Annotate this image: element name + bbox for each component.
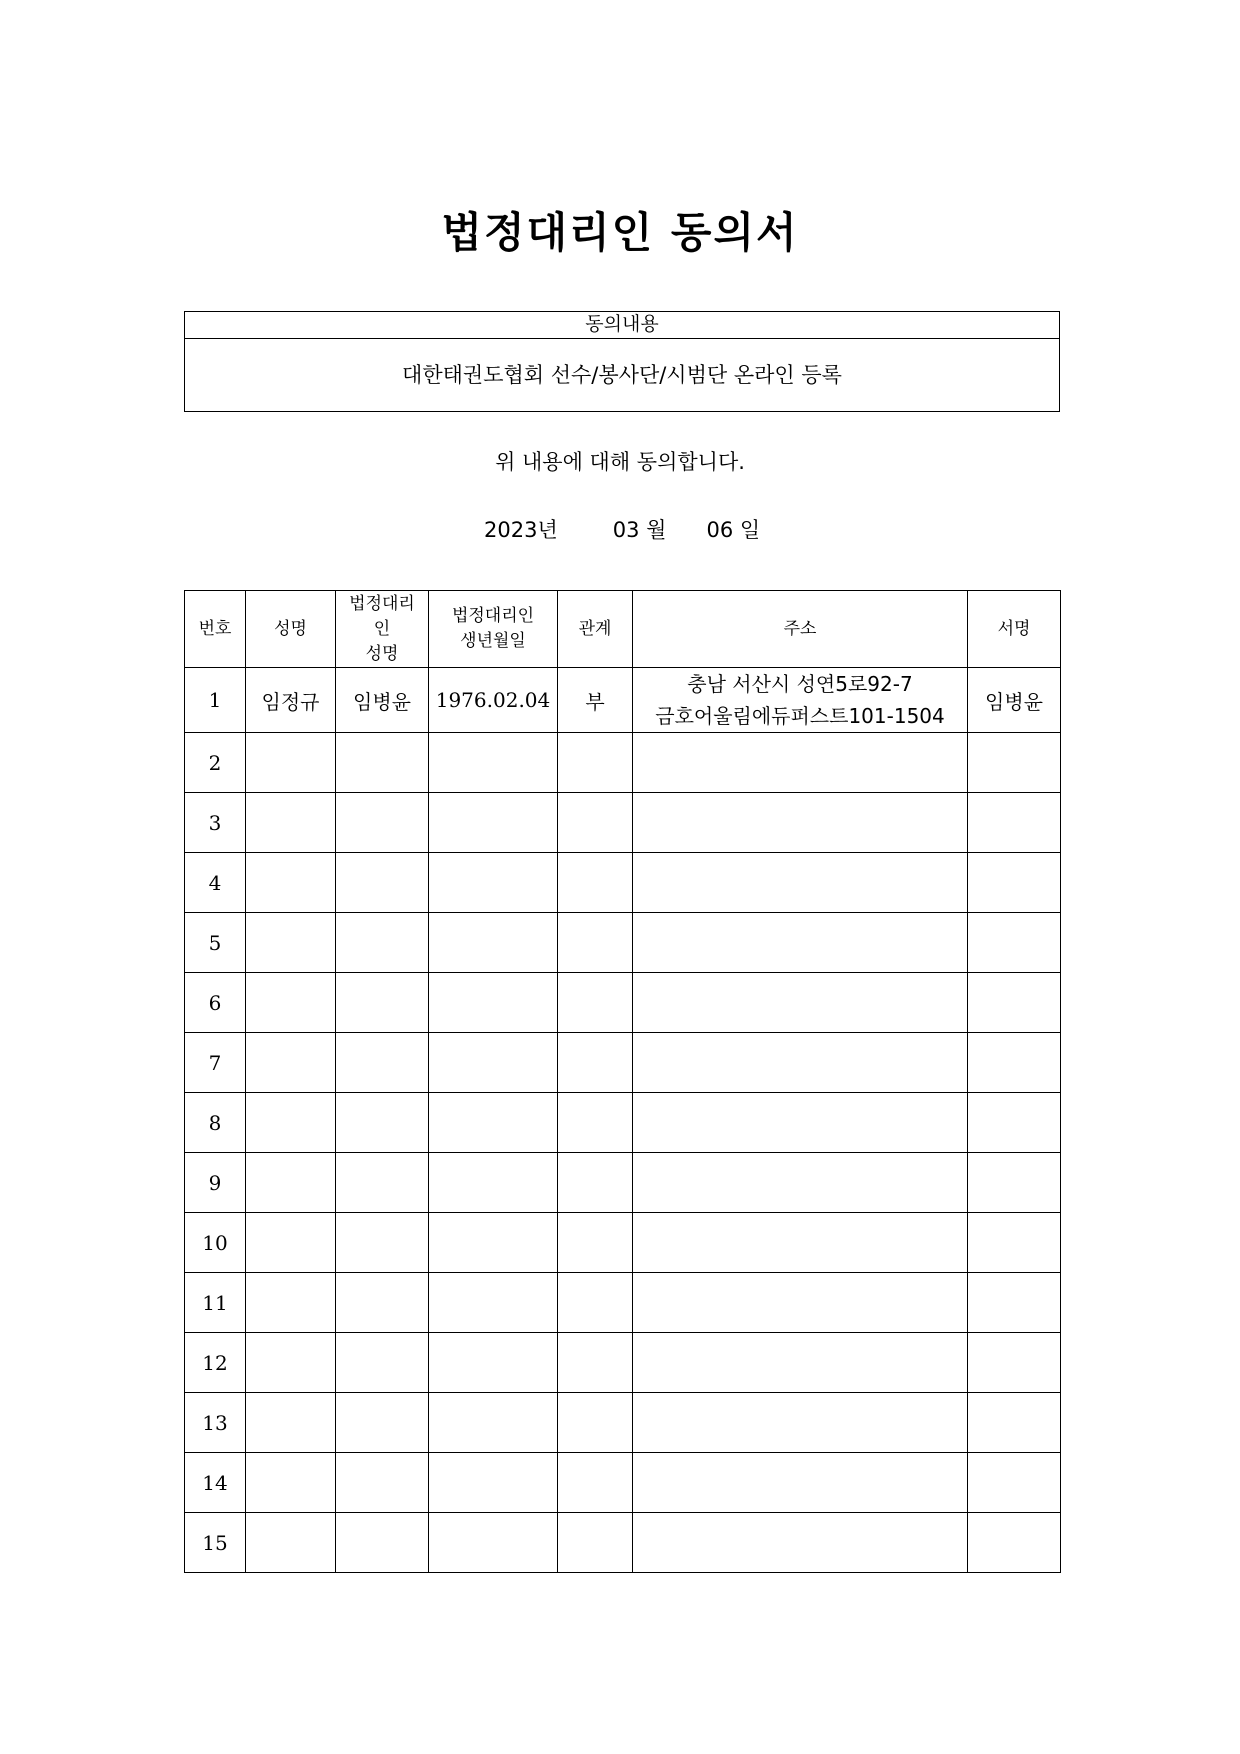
child-name-cell	[246, 1333, 336, 1393]
rep-name-cell	[336, 853, 429, 913]
header-rep-birth-line: 생년월일	[460, 631, 526, 651]
rep-birth-cell	[429, 1033, 558, 1093]
relation-cell	[558, 793, 633, 853]
address-cell	[633, 853, 968, 913]
signature-cell	[968, 1033, 1061, 1093]
date-month-label: 월	[646, 518, 667, 542]
child-name-cell	[246, 1093, 336, 1153]
guardian-table	[184, 590, 1061, 1573]
row-number-cell: 13	[185, 1393, 246, 1453]
table-row	[185, 668, 1061, 733]
table-row	[185, 973, 1061, 1033]
relation-cell	[558, 1033, 633, 1093]
rep-birth-cell	[429, 1093, 558, 1153]
header-rep-name-line: 성명	[365, 643, 399, 664]
child-name-cell	[246, 913, 336, 973]
address-cell	[633, 1033, 968, 1093]
signature-cell	[968, 1093, 1061, 1153]
header-rep-name-line: 법정대리	[349, 593, 415, 614]
relation-cell	[558, 1093, 633, 1153]
address-cell	[633, 1153, 968, 1213]
table-row	[185, 1273, 1061, 1333]
address-cell	[633, 1273, 968, 1333]
signature-cell: 임병윤	[968, 668, 1061, 733]
relation-cell: 부	[558, 668, 633, 733]
row-number-cell: 12	[185, 1333, 246, 1393]
child-name-cell	[246, 973, 336, 1033]
child-name-cell: 임정규	[246, 668, 336, 733]
child-name-cell	[246, 1453, 336, 1513]
signature-cell	[968, 733, 1061, 793]
table-row	[185, 733, 1061, 793]
rep-birth-cell	[429, 1273, 558, 1333]
address-cell	[633, 1513, 968, 1573]
signature-cell	[968, 973, 1061, 1033]
row-number-cell: 2	[185, 733, 246, 793]
child-name-cell	[246, 733, 336, 793]
date-day-label: 일	[739, 518, 761, 542]
row-number-cell: 9	[185, 1153, 246, 1213]
table-row	[185, 1033, 1061, 1093]
table-row	[185, 1093, 1061, 1153]
rep-birth-cell	[429, 733, 558, 793]
row-number-cell: 6	[185, 973, 246, 1033]
date-day: 06	[706, 518, 734, 542]
header-no: 번호	[185, 591, 246, 668]
rep-birth-cell	[429, 973, 558, 1033]
consent-content: 대한태권도협회 선수/봉사단/시범단 온라인 등록	[402, 363, 842, 387]
row-number-cell: 10	[185, 1213, 246, 1273]
signature-cell	[968, 1513, 1061, 1573]
relation-cell	[558, 733, 633, 793]
rep-birth-cell	[429, 1333, 558, 1393]
rep-name-cell	[336, 1153, 429, 1213]
child-name-cell	[246, 1213, 336, 1273]
rep-name-cell	[336, 1513, 429, 1573]
rep-name-cell	[336, 733, 429, 793]
row-number-cell: 14	[185, 1453, 246, 1513]
address-line: 충남 서산시 성연5로92-7	[687, 672, 913, 696]
table-row	[185, 1393, 1061, 1453]
rep-birth-cell	[429, 793, 558, 853]
table-header-row	[185, 591, 1061, 668]
rep-birth-cell	[429, 1513, 558, 1573]
table-row	[185, 1513, 1061, 1573]
consent-date	[484, 514, 760, 544]
signature-cell	[968, 1393, 1061, 1453]
child-name-cell	[246, 1513, 336, 1573]
table-row	[185, 1153, 1061, 1213]
row-number-cell: 3	[185, 793, 246, 853]
table-row	[185, 793, 1061, 853]
table-row	[185, 853, 1061, 913]
agreement-text: 위 내용에 대해 동의합니다.	[495, 450, 745, 474]
rep-name-cell	[336, 1093, 429, 1153]
address-cell	[633, 1333, 968, 1393]
address-cell	[633, 973, 968, 1033]
rep-name-cell	[336, 1333, 429, 1393]
rep-birth-cell	[429, 1153, 558, 1213]
table-row	[185, 1453, 1061, 1513]
relation-cell	[558, 973, 633, 1033]
relation-cell	[558, 1333, 633, 1393]
rep-name-cell	[336, 1213, 429, 1273]
signature-cell	[968, 913, 1061, 973]
rep-birth-cell	[429, 1213, 558, 1273]
relation-cell	[558, 1153, 633, 1213]
header-relation: 관계	[558, 591, 633, 668]
rep-birth-cell	[429, 1393, 558, 1453]
address-cell	[633, 1213, 968, 1273]
row-number-cell: 11	[185, 1273, 246, 1333]
date-month: 03	[612, 518, 640, 542]
row-number-cell: 7	[185, 1033, 246, 1093]
address-cell	[633, 913, 968, 973]
address-cell	[633, 793, 968, 853]
relation-cell	[558, 1393, 633, 1453]
row-number-cell: 8	[185, 1093, 246, 1153]
child-name-cell	[246, 793, 336, 853]
signature-cell	[968, 1273, 1061, 1333]
rep-name-cell	[336, 1273, 429, 1333]
row-number-cell: 15	[185, 1513, 246, 1573]
consent-header: 동의내용	[185, 312, 1059, 339]
table-row	[185, 913, 1061, 973]
row-number-cell: 4	[185, 853, 246, 913]
address-cell	[633, 1453, 968, 1513]
address-cell	[633, 1093, 968, 1153]
header-rep-name	[336, 591, 429, 668]
header-rep-name-line: 인	[373, 618, 391, 639]
rep-birth-cell: 1976.02.04	[429, 668, 558, 733]
child-name-cell	[246, 1153, 336, 1213]
address-cell	[633, 668, 968, 733]
header-name: 성명	[246, 591, 336, 668]
document-title: 법정대리인 동의서	[441, 208, 799, 257]
rep-birth-cell	[429, 853, 558, 913]
signature-cell	[968, 1213, 1061, 1273]
relation-cell	[558, 1213, 633, 1273]
address-cell	[633, 1393, 968, 1453]
relation-cell	[558, 853, 633, 913]
rep-birth-cell	[429, 913, 558, 973]
header-rep-birth-line: 법정대리인	[451, 606, 535, 626]
rep-name-cell	[336, 1393, 429, 1453]
address-cell	[633, 733, 968, 793]
table-row	[185, 1333, 1061, 1393]
relation-cell	[558, 913, 633, 973]
rep-name-cell: 임병윤	[336, 668, 429, 733]
date-year: 2023년	[484, 518, 558, 542]
row-number-cell: 5	[185, 913, 246, 973]
relation-cell	[558, 1453, 633, 1513]
signature-cell	[968, 1333, 1061, 1393]
rep-name-cell	[336, 793, 429, 853]
header-rep-birth	[429, 591, 558, 668]
rep-name-cell	[336, 1033, 429, 1093]
rep-birth-cell	[429, 1453, 558, 1513]
signature-cell	[968, 793, 1061, 853]
address-line: 금호어울림에듀퍼스트101-1504	[655, 704, 945, 728]
child-name-cell	[246, 853, 336, 913]
relation-cell	[558, 1273, 633, 1333]
table-row	[185, 1213, 1061, 1273]
child-name-cell	[246, 1393, 336, 1453]
rep-name-cell	[336, 1453, 429, 1513]
row-number-cell: 1	[185, 668, 246, 733]
header-signature: 서명	[968, 591, 1061, 668]
relation-cell	[558, 1513, 633, 1573]
child-name-cell	[246, 1033, 336, 1093]
header-address: 주소	[633, 591, 968, 668]
rep-name-cell	[336, 913, 429, 973]
child-name-cell	[246, 1273, 336, 1333]
consent-box	[184, 311, 1060, 412]
rep-name-cell	[336, 973, 429, 1033]
signature-cell	[968, 853, 1061, 913]
signature-cell	[968, 1453, 1061, 1513]
signature-cell	[968, 1153, 1061, 1213]
